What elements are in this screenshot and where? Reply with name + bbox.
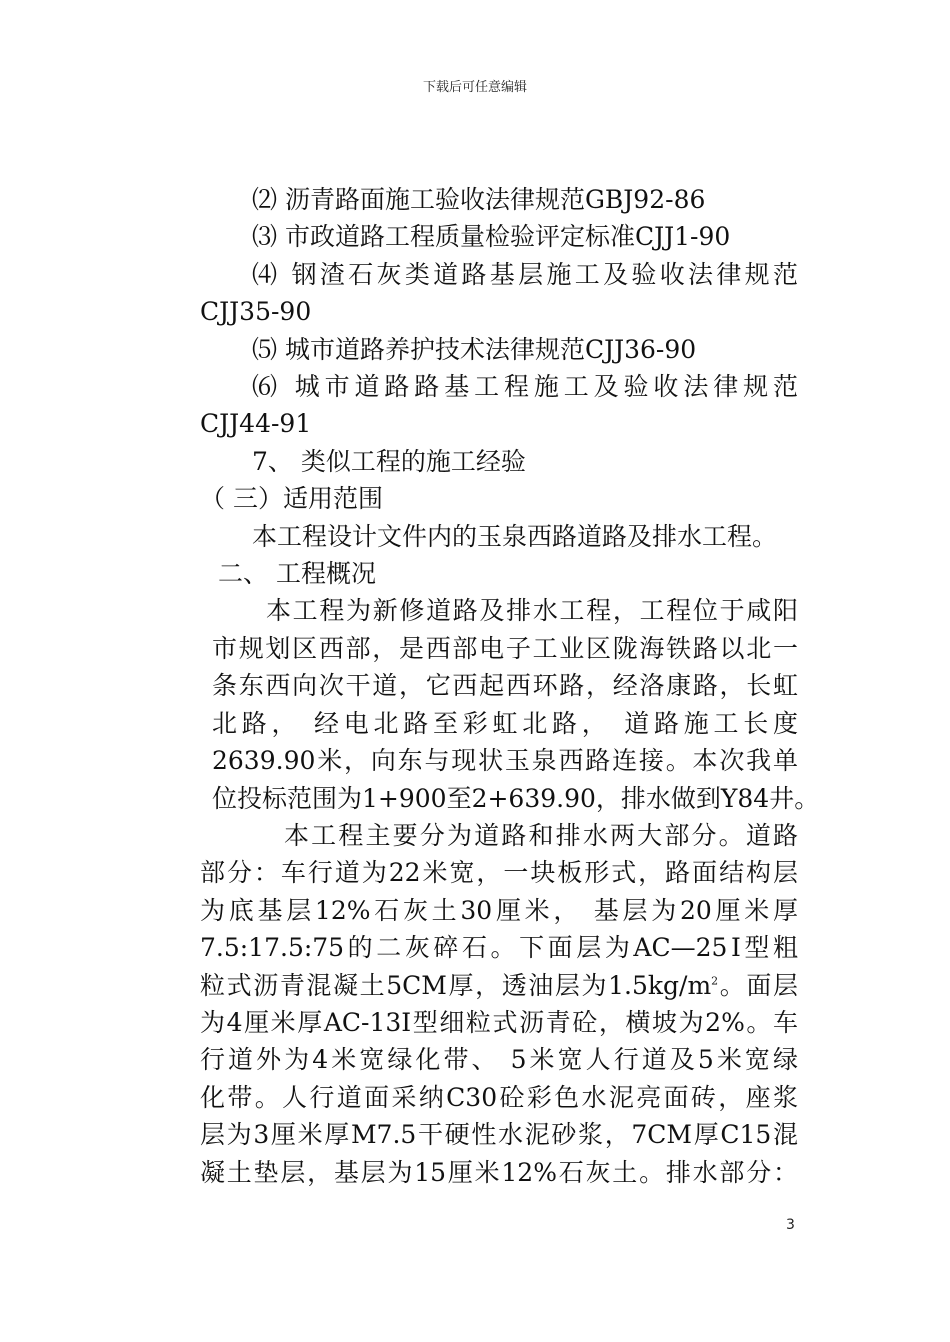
- structure-line-5-tail: 。面层: [718, 970, 798, 1000]
- structure-line-7: 行道外为4米宽绿化带、 5米宽人行道及5米宽绿: [200, 1045, 798, 1075]
- structure-line-5: [200, 967, 798, 1004]
- standard-item-6: ⑹ 城市道路路基工程施工及验收法律规范: [252, 372, 798, 402]
- section-heading-scope: （ 三）适用范围: [200, 484, 383, 514]
- structure-line-5-text: 粒式沥青混凝土5CM厚，透油层为1.5kg/m: [200, 970, 712, 1000]
- standard-item-5: ⑸ 城市道路养护技术法律规范CJJ36-90: [252, 334, 697, 364]
- structure-line-9: 层为3厘米厚M7.5干硬性水泥砂浆，7CM厚C15混: [200, 1120, 798, 1150]
- basis-item-7: 7、 类似工程的施工经验: [252, 446, 526, 476]
- standard-item-4: ⑷ 钢渣石灰类道路基层施工及验收法律规范: [252, 259, 798, 289]
- standard-item-3: ⑶ 市政道路工程质量检验评定标准CJJ1-90: [252, 222, 731, 252]
- overview-line-1: 本工程为新修道路及排水工程，工程位于咸阳: [266, 596, 798, 626]
- overview-line-2: 市规划区西部，是西部电子工业区陇海铁路以北一: [212, 633, 798, 663]
- structure-line-2: 部分：车行道为22米宽，一块板形式，路面结构层: [200, 858, 798, 888]
- standard-item-4-code: CJJ35-90: [200, 297, 312, 327]
- overview-line-6: 位投标范围为1+900至2+639.90，排水做到Y84井。: [212, 783, 820, 813]
- scope-paragraph: 本工程设计文件内的玉泉西路道路及排水工程。: [252, 521, 778, 551]
- superscript-2: 2: [711, 974, 719, 988]
- document-body: [200, 181, 820, 1191]
- section-heading-overview: 二、 工程概况: [218, 559, 376, 589]
- structure-line-3: 为底基层12%石灰土30厘米， 基层为20厘米厚: [200, 895, 798, 925]
- overview-line-3: 条东西向次干道，它西起西环路，经洛康路，长虹: [212, 671, 798, 701]
- structure-line-6: 为4厘米厚AC-13I型细粒式沥青砼，横坡为2%。车: [200, 1007, 798, 1037]
- structure-line-1: 本工程主要分为道路和排水两大部分。道路: [284, 820, 798, 850]
- overview-line-4: 北路， 经电北路至彩虹北路， 道路施工长度: [212, 708, 798, 738]
- page-number: 3: [786, 1217, 795, 1233]
- structure-line-8: 化带。人行道面采纳C30砼彩色水泥亮面砖，座浆: [200, 1082, 798, 1112]
- structure-line-10: 凝土垫层，基层为15厘米12%石灰土。排水部分：: [200, 1157, 798, 1187]
- page-header: 下载后可任意编辑: [422, 80, 527, 95]
- structure-line-4: 7.5:17.5:75的二灰碎石。下面层为AC—25Ⅰ型粗: [200, 933, 798, 963]
- overview-line-5: 2639.90米，向东与现状玉泉西路连接。本次我单: [212, 746, 798, 776]
- standard-item-2: ⑵ 沥青路面施工验收法律规范GBJ92-86: [252, 185, 706, 214]
- standard-item-6-code: CJJ44-91: [200, 409, 312, 439]
